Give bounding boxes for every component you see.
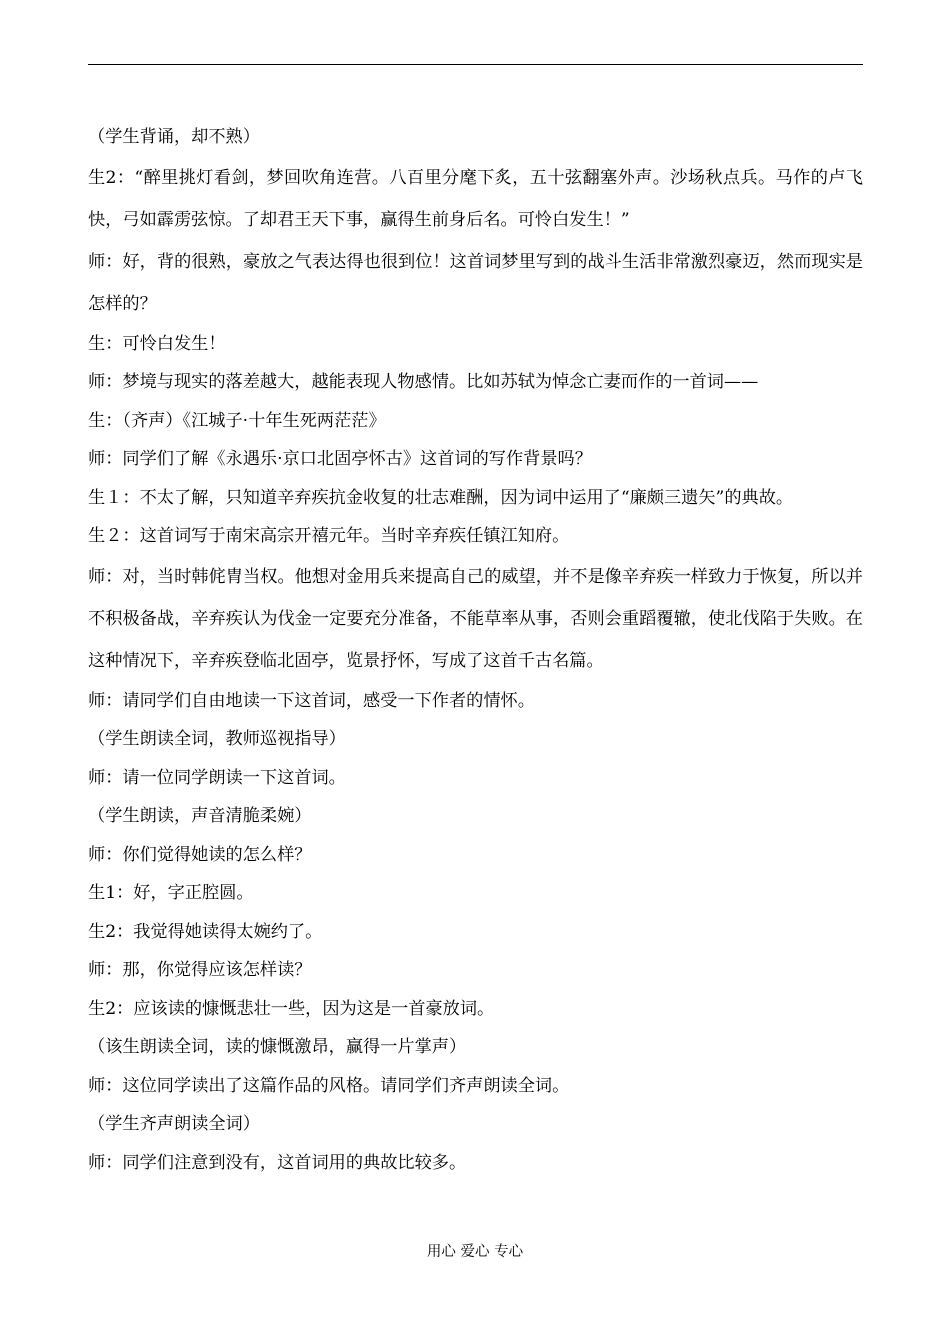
paragraph-23: 师：同学们注意到没有，这首词用的典故比较多。 [88, 1152, 467, 1173]
paragraph-15: 师：你们觉得她读的怎么样？ [88, 844, 312, 865]
paragraph-5: 师：梦境与现实的落差越大，越能表现人物感情。比如苏轼为悼念亡妻而作的一首词—— [88, 372, 759, 392]
paragraph-12: （学生朗读全词，教师巡视指导） [88, 729, 346, 749]
document-body [88, 118, 863, 1182]
paragraph-21: 师：这位同学读出了这篇作品的风格。请同学们齐声朗读全词。 [88, 1075, 570, 1096]
paragraph-2: 生2：“醉里挑灯看剑，梦回吹角连营。八百里分麾下炙，五十弦翻塞外声。沙场秋点兵。马作的卢飞快，弓如霹雳弦惊。了却君王天下事，赢得生前身后名。可怜白发生！” [88, 167, 863, 230]
paragraph-1: （学生背诵，却不熟） [88, 127, 260, 147]
paragraph-6: 生：（齐声）《江城子·十年生死两茫茫》 [88, 410, 386, 431]
paragraph-17: 生2：我觉得她读得太婉约了。 [88, 921, 323, 942]
paragraph-20: （该生朗读全词，读的慷慨激昂，赢得一片掌声） [88, 1037, 467, 1057]
paragraph-7: 师：同学们了解《永遇乐·京口北固亭怀古》这首词的写作背景吗？ [88, 449, 592, 469]
paragraph-22: （学生齐声朗读全词） [88, 1114, 260, 1134]
paragraph-14: （学生朗读，声音清脆柔婉） [88, 806, 312, 826]
paragraph-18: 师：那，你觉得应该怎样读？ [88, 960, 312, 980]
paragraph-3: 师：好，背的很熟，豪放之气表达得也很到位！这首词梦里写到的战斗生活非常激烈豪迈，然而现实是怎样的？ [88, 251, 863, 314]
page-footer: 用心 爱心 专心 [426, 1244, 524, 1260]
header-rule [88, 64, 863, 65]
paragraph-16: 生1：好，字正腔圆。 [88, 883, 254, 903]
paragraph-10: 师：对，当时韩侂胄当权。他想对金用兵来提高自己的威望，并不是像辛弃疾一样致力于恢复，所以并不积极备战，辛弃疾认为伐金一定要充分准备，不能草率从事，否则会重蹈覆辙，使北伐陷于失败。在这种情况下，辛弃疾登临北固亭，览景抒怀，写成了这首千古名篇。 [88, 566, 863, 671]
paragraph-19: 生2：应该读的慷慨悲壮一些，因为这是一首豪放词。 [88, 998, 495, 1019]
paragraph-4: 生：可怜白发生！ [88, 333, 226, 354]
paragraph-11: 师：请同学们自由地读一下这首词，感受一下作者的情怀。 [88, 690, 535, 711]
paragraph-13: 师：请一位同学朗读一下这首词。 [88, 767, 346, 788]
paragraph-8: 生１：不太了解，只知道辛弃疾抗金收复的壮志难酬，因为词中运用了“廉颇三遗矢”的典故。 [88, 487, 794, 508]
paragraph-9: 生２：这首词写于南宋高宗开禧元年。当时辛弃疾任镇江知府。 [88, 526, 570, 546]
